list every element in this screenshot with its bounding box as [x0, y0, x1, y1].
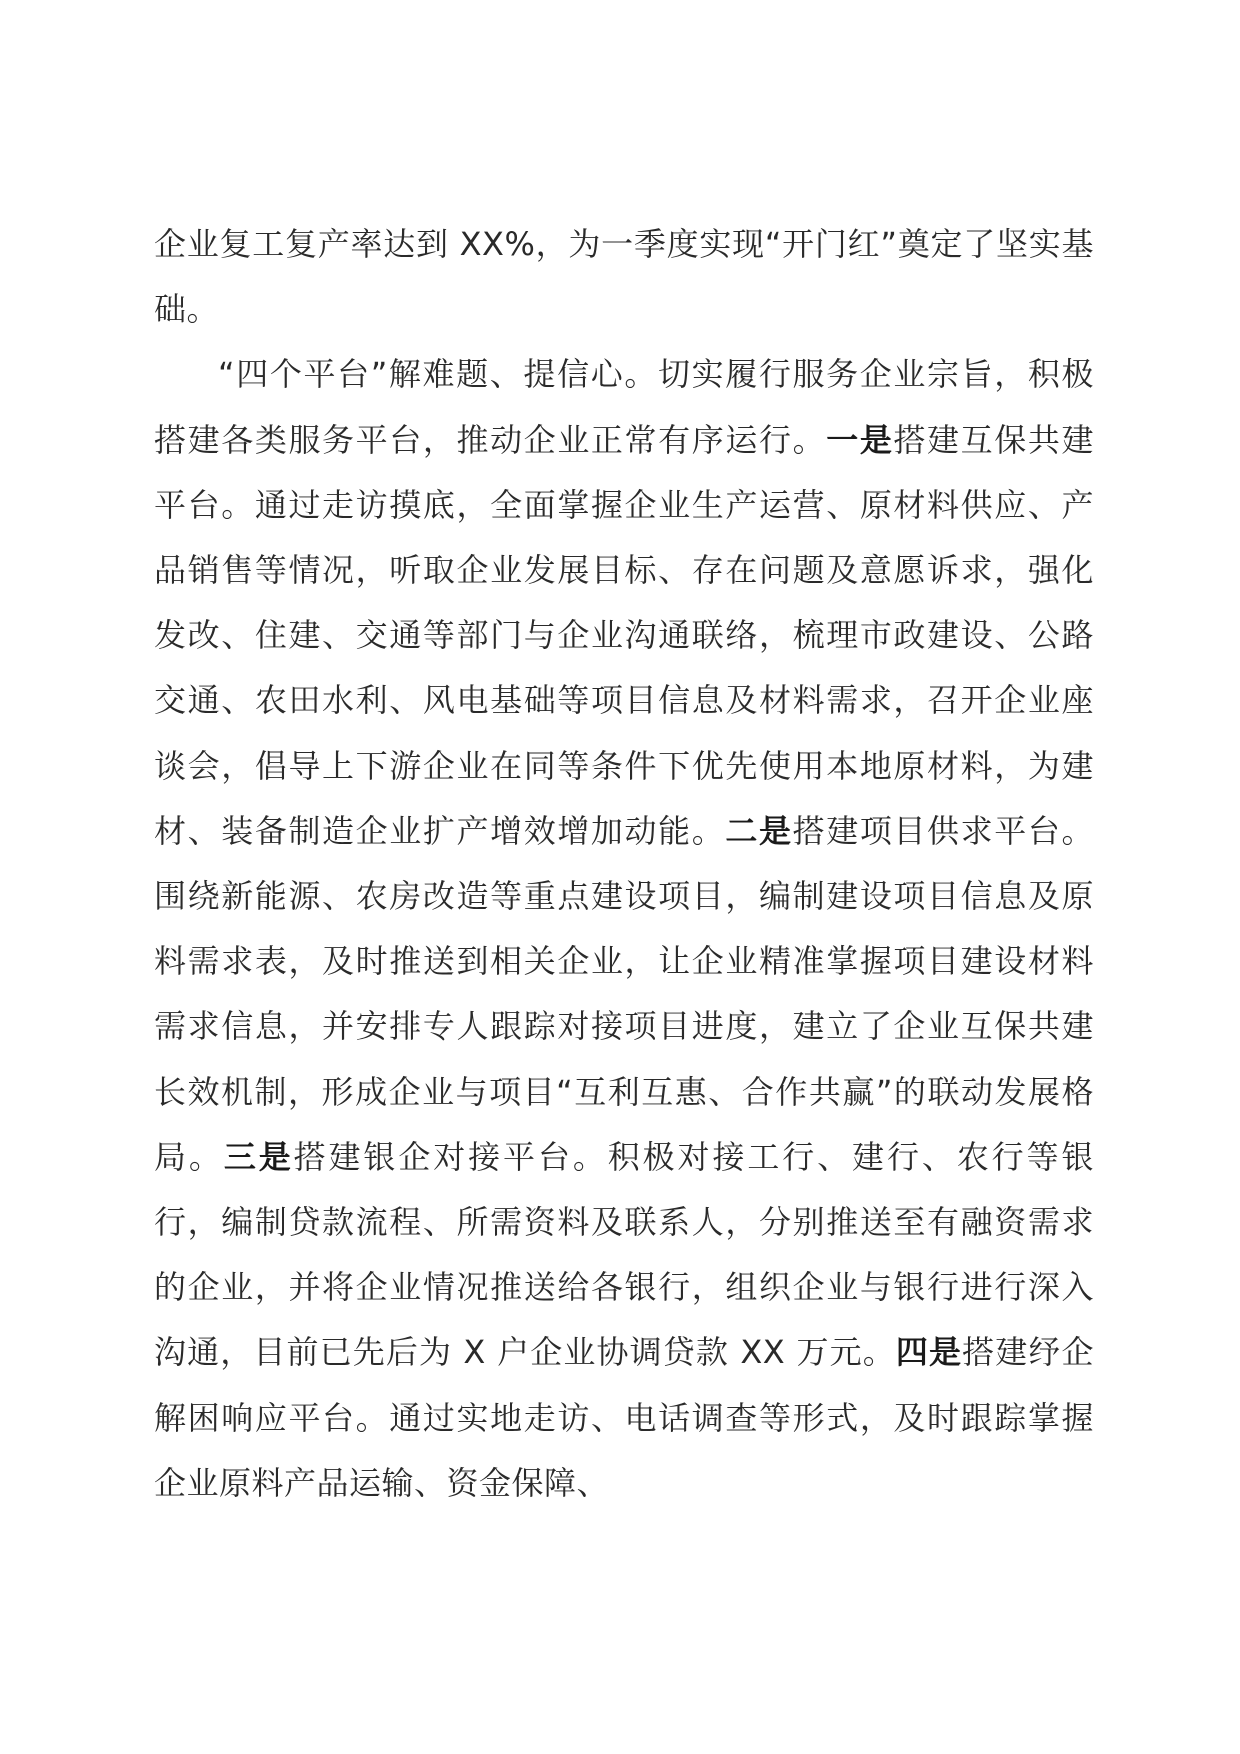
platform-three-text: 搭建银企对接平台。积极对接工行、建行、农行等银行，编制贷款流程、所需资料及联系人，分别推送至有融资需求的企业，并将企业情况推送给各银行，组织企业与银行进行深入沟通，目前已先后为 X 户企业协调贷款 XX 万元。 — [154, 1137, 1094, 1372]
platform-two-text: 搭建项目供求平台。围绕新能源、农房改造等重点建设项目，编制建设项目信息及原料需求表，及时推送到相关企业，让企业精准掌握项目建设材料需求信息，并安排专人跟踪对接项目进度，建立了企业互保共建长效机制，形成企业与项目“互利互惠、合作共赢”的联动发展格局。 — [154, 811, 1094, 1176]
platform-four-text: 搭建纾企解困响应平台。通过实地走访、电话调查等形式，及时跟踪掌握企业原料产品运输、资金保障、 — [154, 1333, 1094, 1502]
paragraph-intro: “四个平台”解难题、提信心。切实履行服务企业宗旨，积极搭建各类服务平台，推动企业正常有序运行。 — [154, 355, 1094, 459]
paragraph-four-platforms — [154, 342, 1094, 1516]
lead-phrase-third: 三是 — [223, 1137, 294, 1176]
lead-phrase-second: 二是 — [725, 811, 793, 850]
lead-phrase-fourth: 四是 — [895, 1333, 963, 1372]
platform-one-text: 搭建互保共建平台。通过走访摸底，全面掌握企业生产运营、原材料供应、产品销售等情况，听取企业发展目标、存在问题及意愿诉求，强化发改、住建、交通等部门与企业沟通联络，梳理市政建设、公路交通、农田水利、风电基础等项目信息及材料需求，召开企业座谈会，倡导上下游企业在同等条件下优先使用本地原材料，为建材、装备制造企业扩产增效增加动能。 — [154, 420, 1094, 850]
document-body — [154, 212, 1094, 1516]
lead-phrase-first: 一是 — [826, 420, 894, 459]
paragraph-continuation: 企业复工复产率达到 XX%，为一季度实现“开门红”奠定了坚实基础。 — [154, 225, 1094, 329]
